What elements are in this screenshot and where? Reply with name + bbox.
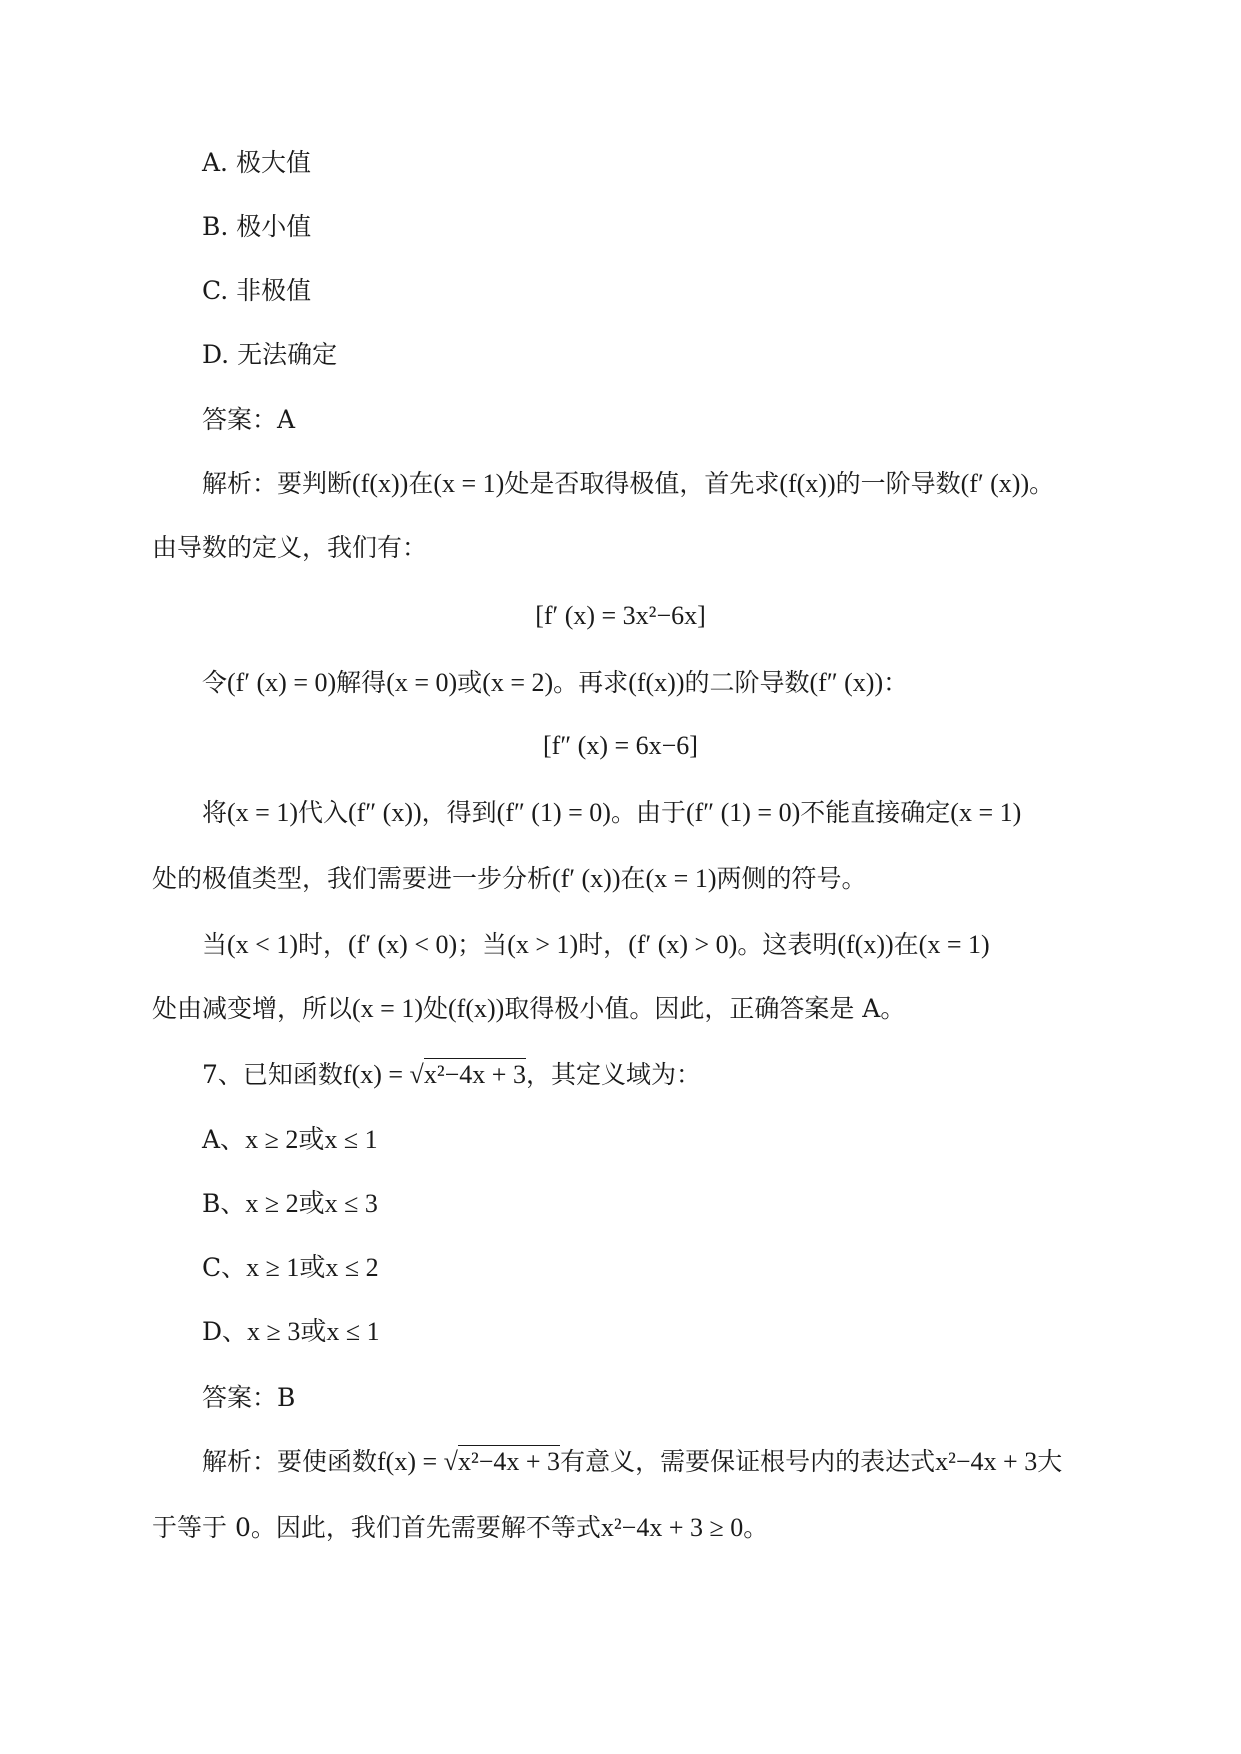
analysis-line [202, 670, 908, 696]
option-d [202, 342, 337, 367]
option-letter: C. [202, 276, 229, 305]
math-fx: (f(x)) [779, 469, 836, 498]
math: (f(x)) [837, 930, 894, 959]
sqrt-sign: √ [443, 1447, 458, 1476]
math-func: f(x) = [377, 1447, 444, 1476]
analysis-line [202, 1449, 1062, 1475]
analysis-line [152, 866, 867, 892]
option-a [202, 150, 311, 175]
option-text: 非极值 [236, 276, 312, 305]
text: ，得到 [421, 798, 497, 827]
radicand: x²−4x + 3 [457, 1447, 561, 1476]
math: (f′ (x) > 0) [628, 930, 738, 959]
option-letter: A、 [202, 1125, 246, 1154]
text: 。 [743, 1513, 769, 1542]
math: (x = 0) [386, 668, 458, 697]
text: ： [883, 668, 909, 697]
text: 有意义，需要保证根号内的表达式 [560, 1447, 936, 1476]
text: 或 [457, 668, 483, 697]
text: 两侧的符号。 [716, 864, 867, 893]
sqrt-sign: √ [409, 1060, 424, 1089]
text: 。再求 [553, 668, 629, 697]
text: 当 [202, 930, 228, 959]
math: (f′ (x) = 0) [227, 668, 337, 697]
text: 。这表明 [737, 930, 838, 959]
math: (f′ (x) < 0) [348, 930, 458, 959]
math: (f′ (x)) [552, 864, 621, 893]
option-d [202, 1319, 380, 1345]
math: (f(x)) [628, 668, 685, 697]
math: (x > 1) [507, 930, 579, 959]
text: 处 [423, 994, 449, 1023]
answer-line: 答案：B [202, 1383, 296, 1412]
radicand: x²−4x + 3 [423, 1060, 526, 1089]
text: 。 [1029, 469, 1055, 498]
option-b [202, 214, 311, 239]
text: 处由减变增，所以 [152, 994, 353, 1023]
equation-first-derivative: [f′ (x) = 3x²−6x] [535, 601, 706, 630]
analysis-line [202, 471, 1054, 497]
math: (x = 1) [645, 864, 717, 893]
text: 于等于 0。因此，我们首先需要解不等式 [152, 1513, 601, 1542]
option-letter: D、 [202, 1317, 248, 1346]
text: 代入 [298, 798, 349, 827]
math: (f(x)) [448, 994, 505, 1023]
option-text: x ≥ 1或x ≤ 2 [246, 1253, 379, 1282]
math-inequality: x²−4x + 3 ≥ 0 [600, 1513, 744, 1542]
text: 处是否取得极值，首先求 [504, 469, 780, 498]
option-letter: B. [202, 212, 229, 241]
text: 。由于 [610, 798, 686, 827]
text: 的一阶导数 [835, 469, 961, 498]
text: 的二阶导数 [684, 668, 810, 697]
math: (x = 1) [227, 798, 298, 827]
math-x-eq-1: (x = 1) [433, 469, 505, 498]
math: (f″ (x)) [809, 668, 884, 697]
option-a [202, 1127, 378, 1153]
text: 将 [202, 798, 228, 827]
analysis-line [152, 1515, 768, 1541]
option-text: x ≥ 2或x ≤ 3 [245, 1189, 378, 1218]
text: 不能直接确定 [800, 798, 951, 827]
option-c [202, 1255, 379, 1281]
text: ；当 [457, 930, 508, 959]
option-text: 无法确定 [237, 340, 338, 369]
text: 解析：要使函数 [202, 1447, 378, 1476]
equation-second-derivative: [f″ (x) = 6x−6] [543, 731, 698, 760]
option-text: x ≥ 3或x ≤ 1 [247, 1317, 380, 1346]
text: 在 [408, 469, 434, 498]
math: (x < 1) [227, 930, 298, 959]
analysis-line: 由导数的定义，我们有： [152, 533, 428, 562]
math: (x = 1) [950, 798, 1022, 827]
analysis-line [202, 800, 1021, 826]
option-text: 极大值 [235, 148, 311, 177]
text: 7、已知函数 [202, 1060, 343, 1089]
math-expr: x²−4x + 3 [935, 1447, 1038, 1476]
text: 令 [202, 668, 228, 697]
math-fprime: (f′ (x)) [960, 469, 1030, 498]
option-letter: D. [202, 340, 230, 369]
math: (x = 1) [918, 930, 990, 959]
option-b [202, 1191, 378, 1217]
analysis-line [152, 996, 905, 1022]
analysis-line [202, 932, 990, 958]
option-letter: C、 [202, 1253, 247, 1282]
text: 在 [620, 864, 646, 893]
math: (f″ (1) = 0) [685, 798, 801, 827]
math: (x = 1) [352, 994, 423, 1023]
option-text: x ≥ 2或x ≤ 1 [245, 1125, 378, 1154]
math-func: f(x) = [342, 1060, 410, 1089]
text: 时， [298, 930, 349, 959]
text: 时， [578, 930, 629, 959]
text: 解得 [336, 668, 387, 697]
text: 大 [1037, 1447, 1063, 1476]
text: 处的极值类型，我们需要进一步分析 [152, 864, 553, 893]
text: 取得极小值。因此，正确答案是 A。 [504, 994, 906, 1023]
option-letter: B、 [202, 1189, 246, 1218]
answer-line: 答案：A [202, 405, 296, 434]
text: 在 [893, 930, 919, 959]
text: ，其定义域为： [525, 1060, 701, 1089]
math: (x = 2) [482, 668, 554, 697]
option-text: 极小值 [236, 212, 312, 241]
question-7-stem [202, 1062, 701, 1088]
option-c [202, 278, 311, 303]
option-letter: A. [202, 148, 229, 177]
text: 解析：要判断 [202, 469, 353, 498]
math-fx: (f(x)) [352, 469, 409, 498]
math: (f″ (1) = 0) [496, 798, 611, 827]
math: (f″ (x)) [348, 798, 422, 827]
